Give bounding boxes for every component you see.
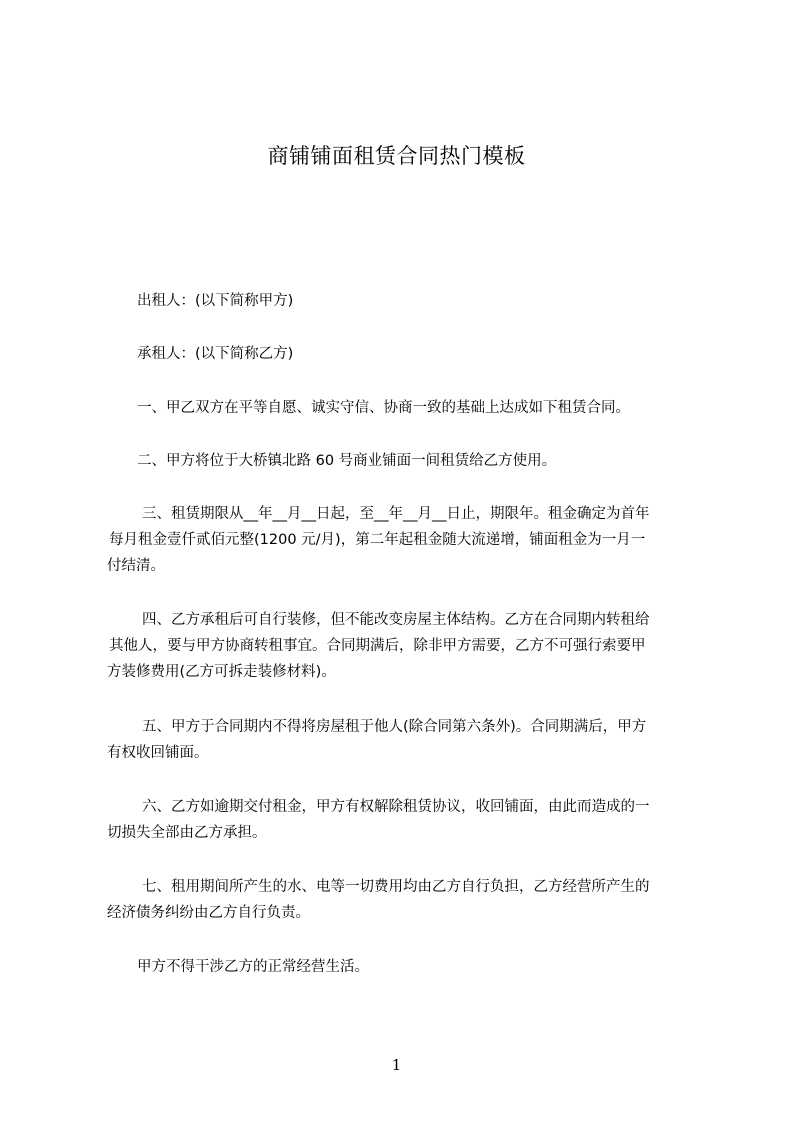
paragraph-closing bbox=[107, 954, 703, 980]
paragraph-clause-4 bbox=[107, 607, 703, 685]
paragraph-lessor bbox=[107, 288, 703, 314]
paragraph-clause-3 bbox=[107, 501, 703, 579]
paragraph-line: 出租人：(以下简称甲方) bbox=[137, 293, 294, 309]
paragraph-line: 其他人，要与甲方协商转租事宜。合同期满后，除非甲方需要，乙方不可强行索要甲 bbox=[109, 638, 646, 654]
paragraph-line: 甲方不得干涉乙方的正常经营生活。 bbox=[137, 959, 369, 975]
paragraph-line: 承租人：(以下简称乙方) bbox=[137, 346, 294, 362]
paragraph-clause-1 bbox=[107, 395, 703, 421]
paragraph-line: 方装修费用(乙方可拆走装修材料)。 bbox=[107, 664, 336, 680]
paragraph-line: 七、租用期间所产生的水、电等一切费用均由乙方自行负担，乙方经营所产生的 bbox=[142, 879, 650, 895]
paragraph-line: 切损失全部由乙方承担。 bbox=[107, 825, 267, 841]
paragraph-line: 四、乙方承租后可自行装修，但不能改变房屋主体结构。乙方在合同期内转租给 bbox=[142, 612, 650, 628]
paragraph-line: 三、租赁期限从__年__月__日起，至__年__月__日止，期限年。租金确定为首年 bbox=[142, 506, 650, 522]
paragraph-line: 经济债务纠纷由乙方自行负责。 bbox=[107, 905, 310, 921]
paragraph-clause-6 bbox=[107, 794, 703, 846]
paragraph-line: 二、甲方将位于大桥镇北路 60 号商业铺面一间租赁给乙方使用。 bbox=[137, 453, 557, 469]
paragraph-line: 一、甲乙双方在平等自愿、诚实守信、协商一致的基础上达成如下租赁合同。 bbox=[137, 400, 630, 416]
paragraph-clause-2 bbox=[107, 448, 703, 474]
paragraph-clause-5 bbox=[107, 714, 703, 766]
paragraph-line: 六、乙方如逾期交付租金，甲方有权解除租赁协议，收回铺面，由此而造成的一 bbox=[142, 799, 650, 815]
paragraph-lessee bbox=[107, 341, 703, 367]
paragraph-line: 有权收回铺面。 bbox=[107, 745, 209, 761]
paragraph-line: 付结清。 bbox=[107, 558, 165, 574]
paragraph-clause-7 bbox=[107, 874, 703, 926]
paragraph-line: 五、甲方于合同期内不得将房屋租于他人(除合同第六条外)。合同期满后，甲方 bbox=[142, 719, 647, 735]
page-number: 1 bbox=[391, 1056, 402, 1074]
paragraph-line: 每月租金壹仟贰佰元整(1200 元/月)，第二年起租金随大流递增，铺面租金为一月一 bbox=[109, 532, 646, 548]
document-title: 商铺铺面租赁合同热门模板 bbox=[267, 144, 526, 168]
